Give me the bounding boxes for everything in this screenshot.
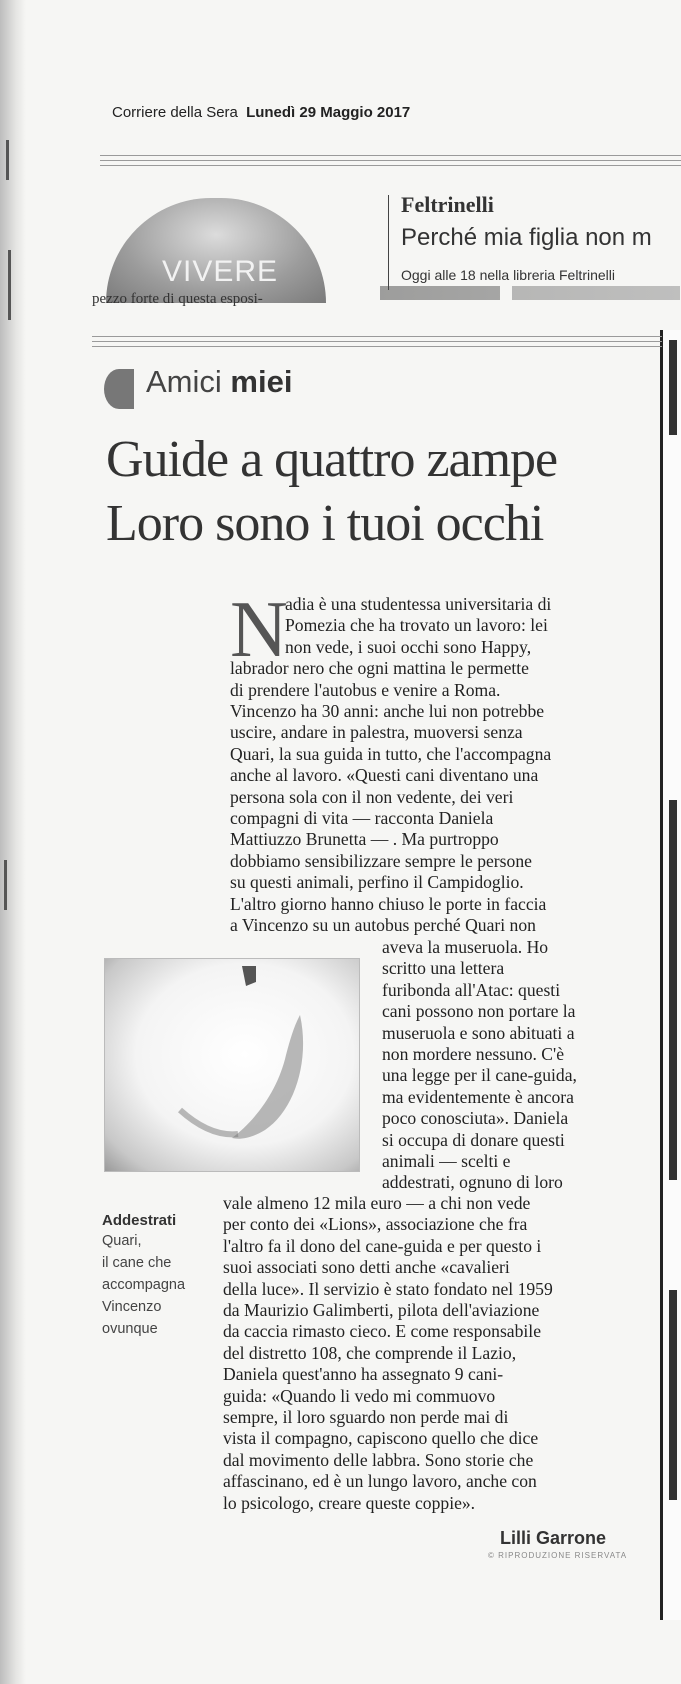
article-line: a Vincenzo su un autobus perché Quari non xyxy=(230,915,536,936)
article-line: suoi associati sono detti anche «cavalieri xyxy=(223,1257,510,1278)
section-rule xyxy=(92,346,662,347)
adjacent-column-bar xyxy=(669,340,677,435)
caption-line: Vincenzo xyxy=(102,1299,162,1315)
caption-title: Addestrati xyxy=(102,1212,177,1229)
article-author: Lilli Garrone xyxy=(500,1528,607,1548)
binding-mark xyxy=(8,250,11,320)
binding-mark xyxy=(6,140,9,180)
section-label-light: Amici xyxy=(146,364,222,399)
article-line: affascinano, ed è un lungo lavoro, anche con xyxy=(223,1471,537,1492)
article-line: aveva la museruola. Ho xyxy=(382,937,549,957)
section-bullet-icon xyxy=(104,369,134,409)
article-line: l'altro fa il dono del cane-guida e per questo i xyxy=(223,1235,542,1256)
adjacent-column-bar xyxy=(669,1290,677,1500)
header-rule xyxy=(100,155,681,156)
section-rule xyxy=(92,341,662,342)
header-rule xyxy=(100,160,681,161)
caption-line: il cane che xyxy=(102,1255,172,1271)
caption-line: Quari, xyxy=(102,1233,142,1249)
page-header xyxy=(112,104,410,121)
article-line: compagni di vita — racconta Daniela xyxy=(230,808,494,829)
section-rule xyxy=(92,336,662,337)
copyright-notice: © RIPRODUZIONE RISERVATA xyxy=(488,1551,628,1560)
article-line: vista il compagno, capiscono quello che dice xyxy=(223,1428,539,1449)
promo-store: Feltrinelli xyxy=(401,192,494,217)
article-line: una legge per il cane-guida, xyxy=(382,1065,577,1086)
promo-title: Perché mia figlia non m xyxy=(401,224,652,251)
article-line: si occupa di donare questi xyxy=(382,1129,565,1150)
article-line: furibonda all'Atac: questi xyxy=(382,979,561,1000)
article-line: poco conosciuta». Daniela xyxy=(382,1108,569,1129)
guide-dog-photo-shape xyxy=(160,960,320,1155)
article-line: labrador nero che ogni mattina le permette xyxy=(230,658,529,679)
article-line: dobbiamo sensibilizzare sempre le persone xyxy=(230,850,532,871)
header-rule xyxy=(100,165,681,166)
article-line: Daniela quest'anno ha assegnato 9 cani- xyxy=(223,1364,504,1385)
article-line: Vincenzo ha 30 anni: anche lui non potrebbe xyxy=(230,701,545,722)
drop-cap: N xyxy=(230,586,288,674)
article-body-bottom xyxy=(223,1193,553,1514)
adjacent-column-bar xyxy=(669,800,677,1180)
article-line: anche al lavoro. «Questi cani diventano una xyxy=(230,765,539,786)
vivere-logo-word: VIVERE xyxy=(161,255,279,288)
article-line: L'altro giorno hanno chiuso le porte in faccia xyxy=(230,893,547,914)
article-line: di prendere l'autobus e venire a Roma. xyxy=(230,679,501,700)
adjacent-page-edge xyxy=(660,330,681,1620)
article-line: lo psicologo, creare queste coppie». xyxy=(223,1492,476,1513)
article-body-narrow xyxy=(382,937,577,1194)
article-line: vale almeno 12 mila euro — a chi non vede xyxy=(223,1193,531,1213)
article-line: Quari, la sua guida in tutto, che l'accompagna xyxy=(230,743,552,764)
article-line: museruola e sono abituati a xyxy=(382,1022,575,1043)
section-label xyxy=(146,364,292,400)
article-line: Mattiuzzo Brunetta — . Ma purtroppo xyxy=(230,829,499,850)
article-line: della luce». Il servizio è stato fondato nel 1959 xyxy=(223,1278,553,1299)
article-line: guida: «Quando li vedo mi commuovo xyxy=(223,1385,496,1406)
article-line: adia è una studentessa universitaria di xyxy=(285,594,552,614)
headline-line: Loro sono i tuoi occhi xyxy=(106,495,544,552)
issue-date: Lunedì 29 Maggio 2017 xyxy=(246,104,411,121)
article-line: uscire, andare in palestra, muoversi senza xyxy=(230,722,523,743)
article-line: Pomezia che ha trovato un lavoro: lei xyxy=(285,615,548,636)
newspaper-name: Corriere della Sera xyxy=(112,104,238,121)
section-label-bold: miei xyxy=(230,364,293,399)
headline-line: Guide a quattro zampe xyxy=(106,431,558,488)
article-line: animali — scelti e xyxy=(382,1151,511,1172)
article-line: del distretto 108, che comprende il Lazio, xyxy=(223,1342,517,1363)
article-line: da caccia rimasto cieco. E come responsabile xyxy=(223,1321,542,1342)
promo-divider xyxy=(388,195,389,290)
article-line: su questi animali, perfino il Campidoglio. xyxy=(230,872,524,893)
article-line: ma evidentemente è ancora xyxy=(382,1086,574,1107)
article-line: non mordere nessuno. C'è xyxy=(382,1044,565,1065)
promo-cut-strip xyxy=(380,286,680,300)
article-line: non vede, i suoi occhi sono Happy, xyxy=(285,636,532,657)
article-line: da Maurizio Galimberti, pilota dell'aviazione xyxy=(223,1300,540,1321)
caption-line: ovunque xyxy=(102,1321,158,1337)
headline xyxy=(106,428,557,556)
page-binding-shadow xyxy=(0,0,26,1684)
caption-line: accompagna xyxy=(102,1277,186,1293)
article-line: persona sola con il non vedente, dei veri xyxy=(230,786,514,807)
article-line: per conto dei «Lions», associazione che fra xyxy=(223,1214,528,1235)
article-line: cani possono non portare la xyxy=(382,1001,576,1022)
article-line: dal movimento delle labbra. Sono storie che xyxy=(223,1449,534,1470)
article-body-top xyxy=(230,586,552,937)
cut-off-text: pezzo forte di questa esposi- xyxy=(92,291,263,307)
article-line: sempre, il loro sguardo non perde mai di xyxy=(223,1407,509,1428)
binding-mark xyxy=(4,860,7,910)
article-line: addestrati, ognuno di loro xyxy=(382,1172,563,1193)
article-line: scritto una lettera xyxy=(382,958,505,979)
promo-info: Oggi alle 18 nella libreria Feltrinelli xyxy=(401,267,615,283)
